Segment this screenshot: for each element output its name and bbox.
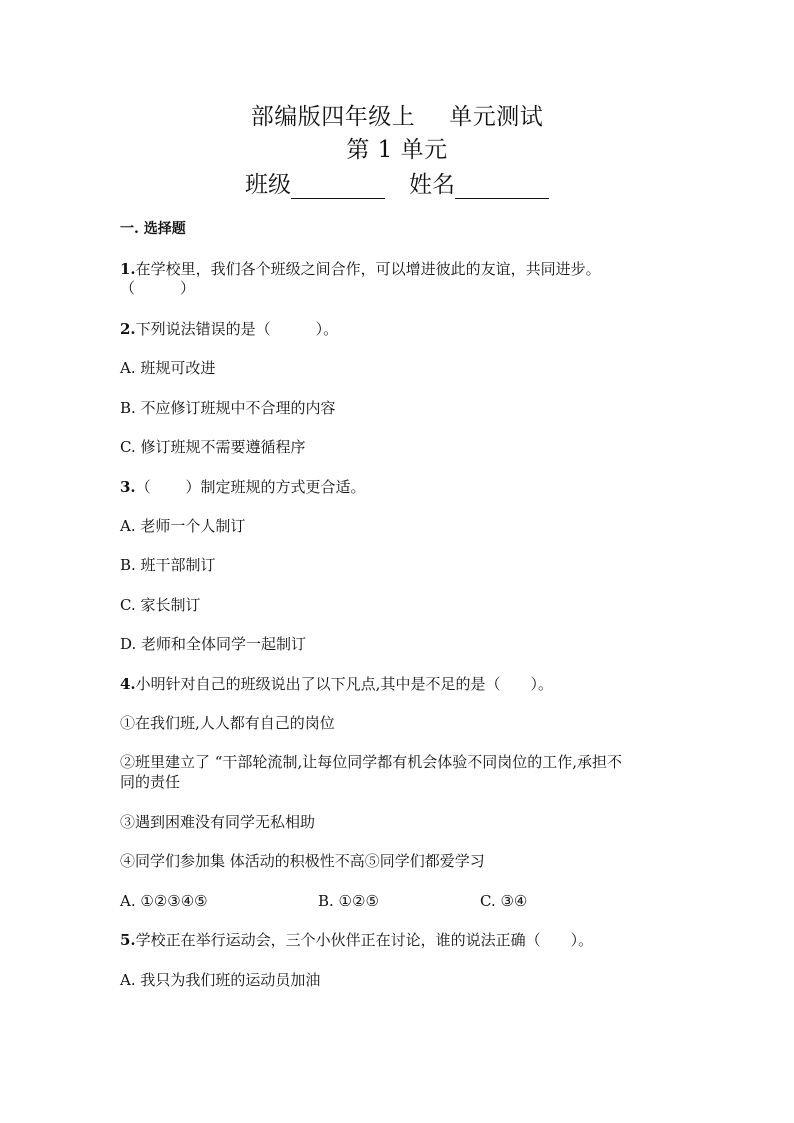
student-info-line	[0, 166, 794, 199]
option-a: A. 我只为我们班的运动员加油	[120, 971, 321, 989]
option-b: B. ①②⑤	[318, 892, 379, 910]
option-d: D. 老师和全体同学一起制订	[120, 635, 307, 653]
statement-2-cont: 同的责任	[120, 773, 181, 791]
page-title	[0, 98, 794, 131]
class-label: 班级	[245, 172, 291, 198]
option-b: B. 班干部制订	[120, 556, 216, 574]
answer-paren: （ ）	[120, 279, 196, 297]
option-a: A. 老师一个人制订	[120, 517, 246, 535]
question-text: 小明针对自己的班级说出了以下凡点,其中是不足的是（ ）。	[135, 675, 553, 693]
option-c: C. 家长制订	[120, 596, 201, 614]
question-3	[120, 477, 365, 497]
class-blank[interactable]	[291, 176, 385, 199]
question-4	[120, 674, 553, 694]
question-2	[120, 319, 338, 339]
statement-1: ①在我们班,人人都有自己的岗位	[120, 714, 335, 732]
question-number: 4.	[120, 675, 136, 693]
statement-4-5: ④同学们参加集 体活动的积极性不高⑤同学们都爱学习	[120, 852, 485, 870]
option-b: B. 不应修订班规中不合理的内容	[120, 399, 336, 417]
question-text: 学校正在举行运动会，三个小伙伴正在讨论，谁的说法正确（ ）。	[135, 931, 594, 949]
question-number: 1.	[120, 260, 136, 278]
name-label: 姓名	[409, 172, 455, 198]
section-title: 一. 选择题	[120, 221, 186, 237]
option-a: A. ①②③④⑤	[120, 892, 208, 910]
unit-title: 第 1 单元	[346, 137, 448, 163]
title-right: 单元测试	[449, 104, 544, 130]
question-5	[120, 930, 593, 950]
question-number: 5.	[120, 931, 136, 949]
name-blank[interactable]	[455, 176, 549, 199]
title-left: 部编版四年级上	[250, 104, 416, 130]
options-row	[120, 891, 527, 911]
option-c: C. 修订班规不需要遵循程序	[120, 438, 306, 456]
option-a: A. 班规可改进	[120, 359, 216, 377]
question-text: （ ）制定班规的方式更合适。	[135, 478, 366, 496]
statement-2: ②班里建立了 “干部轮流制,让每位同学都有机会体验不同岗位的工作,承担不	[120, 753, 622, 771]
question-text: 下列说法错误的是（ ）。	[135, 320, 339, 338]
question-number: 2.	[120, 320, 136, 338]
statement-3: ③遇到困难没有同学无私相助	[120, 813, 316, 831]
question-text: 在学校里，我们各个班级之间合作，可以增进彼此的友谊，共同进步。	[135, 260, 601, 278]
question-1	[120, 259, 601, 279]
question-number: 3.	[120, 478, 136, 496]
option-c: C. ③④	[480, 892, 528, 910]
